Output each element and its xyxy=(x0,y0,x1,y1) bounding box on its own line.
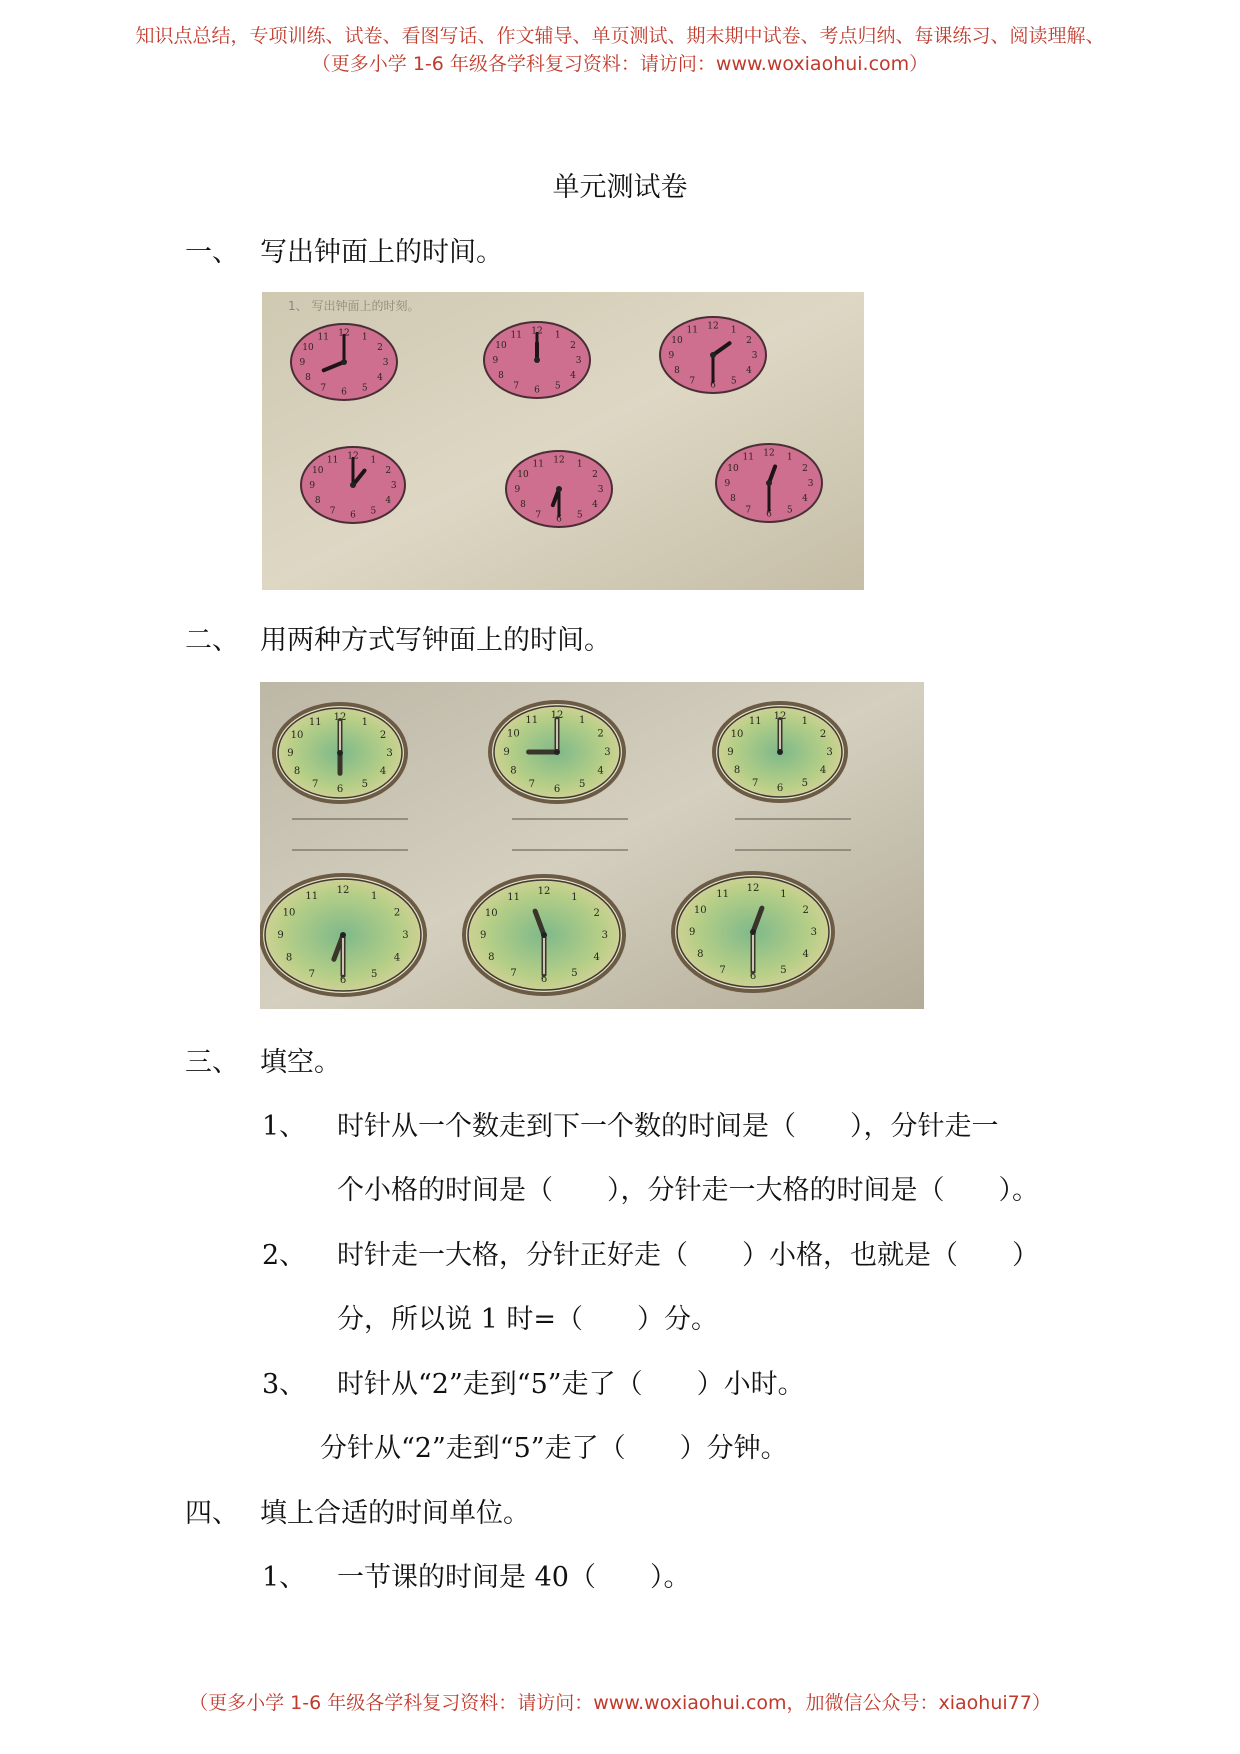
svg-text:6: 6 xyxy=(341,387,347,398)
svg-text:2: 2 xyxy=(570,341,576,352)
clock-photo-1 xyxy=(262,292,864,590)
q3-item-1-number: 1、 xyxy=(262,1111,307,1142)
svg-text:6: 6 xyxy=(556,514,562,525)
photo1-caption: 1、 写出钟面上的时刻。 xyxy=(288,299,420,313)
svg-text:12: 12 xyxy=(338,328,350,339)
q3-item-2-line-b: 分，所以说 1 时=（ ）分。 xyxy=(337,1304,718,1335)
svg-text:1: 1 xyxy=(579,715,586,727)
clock-photo-2 xyxy=(260,682,924,1009)
svg-text:10: 10 xyxy=(730,729,744,740)
svg-text:10: 10 xyxy=(311,466,324,477)
svg-text:8: 8 xyxy=(510,765,517,777)
svg-text:3: 3 xyxy=(382,358,389,368)
svg-text:4: 4 xyxy=(746,365,752,376)
svg-text:2: 2 xyxy=(385,466,392,477)
clock-icon-pink-1 xyxy=(290,323,398,401)
section-3-text: 填空。 xyxy=(260,1047,341,1078)
svg-text:2: 2 xyxy=(393,907,401,919)
q4-item-1-text: 一节课的时间是 40（ ）。 xyxy=(337,1562,691,1593)
svg-text:1: 1 xyxy=(780,888,787,900)
svg-text:4: 4 xyxy=(597,765,604,777)
clock-icon-green-4 xyxy=(260,873,427,997)
svg-text:11: 11 xyxy=(326,455,339,466)
clock-icon-green-5 xyxy=(462,874,626,996)
svg-text:1: 1 xyxy=(370,455,377,466)
svg-text:7: 7 xyxy=(510,968,517,980)
section-1-heading xyxy=(185,230,503,269)
svg-text:8: 8 xyxy=(498,370,504,381)
svg-text:3: 3 xyxy=(807,479,814,489)
svg-text:12: 12 xyxy=(531,326,543,337)
svg-text:8: 8 xyxy=(733,765,741,776)
svg-text:12: 12 xyxy=(333,712,347,723)
svg-text:12: 12 xyxy=(336,885,350,897)
q3-item-3-line-a xyxy=(262,1362,805,1401)
section-2-heading xyxy=(185,618,611,657)
q3-item-1-text-a: 时针从一个数走到下一个数的时间是（ ），分针走一 xyxy=(337,1111,999,1142)
svg-text:9: 9 xyxy=(668,351,675,361)
svg-text:3: 3 xyxy=(601,930,608,941)
svg-text:9: 9 xyxy=(727,747,734,758)
promo-header-line1: 知识点总结，专项训练、试卷、看图写话、作文辅导、单页测试、期末期中试卷、考点归纳、每课练习、阅读理解、 xyxy=(135,25,1105,47)
svg-text:11: 11 xyxy=(305,891,319,903)
svg-text:10: 10 xyxy=(517,470,529,481)
section-3-number: 三、 xyxy=(185,1047,239,1078)
svg-text:12: 12 xyxy=(707,321,719,332)
svg-text:5: 5 xyxy=(370,506,377,517)
clock-icon-green-2 xyxy=(488,700,626,804)
svg-text:3: 3 xyxy=(575,356,582,366)
svg-text:2: 2 xyxy=(802,905,809,916)
section-2-number: 二、 xyxy=(185,625,239,656)
svg-text:4: 4 xyxy=(802,494,808,505)
promo-footer: （更多小学 1-6 年级各学科复习资料：请访问：www.woxiaohui.com，加微信公众号：xiaohui77） xyxy=(189,1692,1051,1714)
svg-text:3: 3 xyxy=(604,747,611,758)
svg-text:10: 10 xyxy=(282,907,296,919)
svg-text:6: 6 xyxy=(350,510,356,521)
svg-text:5: 5 xyxy=(571,968,578,980)
svg-text:2: 2 xyxy=(746,336,752,347)
svg-text:10: 10 xyxy=(484,908,498,919)
svg-text:8: 8 xyxy=(293,766,301,777)
svg-text:4: 4 xyxy=(393,952,401,964)
svg-text:2: 2 xyxy=(592,470,598,481)
svg-text:11: 11 xyxy=(716,888,729,900)
svg-text:3: 3 xyxy=(826,747,833,758)
svg-text:1: 1 xyxy=(554,330,561,341)
svg-text:7: 7 xyxy=(745,505,752,516)
svg-text:5: 5 xyxy=(579,778,586,790)
svg-text:6: 6 xyxy=(749,971,757,982)
svg-text:11: 11 xyxy=(686,325,698,336)
clock-icon-pink-2 xyxy=(483,321,591,399)
svg-text:6: 6 xyxy=(540,974,548,985)
svg-text:12: 12 xyxy=(550,710,564,722)
svg-text:9: 9 xyxy=(299,358,306,368)
svg-text:1: 1 xyxy=(730,325,737,336)
svg-text:2: 2 xyxy=(593,908,600,919)
svg-text:8: 8 xyxy=(697,949,704,960)
clock-icon-pink-5 xyxy=(505,450,613,528)
svg-text:10: 10 xyxy=(727,463,739,474)
page-title: 单元测试卷 xyxy=(552,172,688,203)
svg-text:5: 5 xyxy=(786,505,793,516)
svg-text:11: 11 xyxy=(748,715,762,727)
svg-text:7: 7 xyxy=(513,381,520,392)
svg-text:8: 8 xyxy=(305,372,311,383)
svg-text:6: 6 xyxy=(766,509,772,520)
svg-text:6: 6 xyxy=(776,783,784,794)
svg-text:11: 11 xyxy=(525,715,539,727)
svg-text:6: 6 xyxy=(710,380,716,391)
svg-text:5: 5 xyxy=(730,376,737,387)
svg-text:10: 10 xyxy=(507,728,520,740)
svg-text:9: 9 xyxy=(503,747,510,758)
svg-text:9: 9 xyxy=(277,930,284,941)
svg-text:9: 9 xyxy=(492,356,499,366)
q3-item-1-line-b: 个小格的时间是（ ），分针走一大格的时间是（ ）。 xyxy=(337,1175,1039,1206)
svg-text:6: 6 xyxy=(336,784,344,795)
svg-text:10: 10 xyxy=(302,343,314,354)
svg-text:11: 11 xyxy=(308,716,322,728)
svg-text:8: 8 xyxy=(285,952,293,964)
svg-text:12: 12 xyxy=(746,883,760,894)
svg-text:11: 11 xyxy=(317,332,329,343)
svg-text:12: 12 xyxy=(537,886,551,897)
svg-text:2: 2 xyxy=(819,729,827,740)
svg-text:8: 8 xyxy=(488,952,495,963)
svg-text:3: 3 xyxy=(402,930,409,941)
svg-text:9: 9 xyxy=(724,479,731,489)
q3-item-2-number: 2、 xyxy=(262,1240,307,1271)
svg-text:7: 7 xyxy=(689,376,696,387)
svg-text:4: 4 xyxy=(570,370,576,381)
svg-text:6: 6 xyxy=(339,974,347,986)
svg-text:7: 7 xyxy=(308,968,315,980)
svg-text:10: 10 xyxy=(671,336,683,347)
clock-icon-green-3 xyxy=(712,701,848,803)
svg-text:4: 4 xyxy=(379,766,387,777)
svg-text:6: 6 xyxy=(534,385,540,396)
svg-text:7: 7 xyxy=(528,778,535,790)
section-1-number: 一、 xyxy=(185,237,239,268)
svg-text:11: 11 xyxy=(742,452,754,463)
clock-icon-green-6 xyxy=(671,871,835,993)
svg-text:9: 9 xyxy=(309,481,316,491)
svg-text:2: 2 xyxy=(377,343,383,354)
svg-text:3: 3 xyxy=(597,485,604,495)
svg-text:11: 11 xyxy=(532,459,544,470)
svg-text:5: 5 xyxy=(801,778,808,790)
section-2-text: 用两种方式写钟面上的时间。 xyxy=(260,625,611,656)
svg-text:4: 4 xyxy=(593,952,600,963)
svg-text:7: 7 xyxy=(312,779,319,791)
svg-text:7: 7 xyxy=(752,778,759,790)
section-4-number: 四、 xyxy=(185,1498,239,1529)
svg-text:8: 8 xyxy=(674,365,680,376)
svg-text:8: 8 xyxy=(730,494,736,505)
clock-icon-pink-4 xyxy=(300,446,406,524)
svg-text:9: 9 xyxy=(514,485,521,495)
svg-text:11: 11 xyxy=(507,891,520,903)
svg-text:3: 3 xyxy=(810,927,817,938)
svg-text:2: 2 xyxy=(379,730,387,741)
svg-text:3: 3 xyxy=(386,748,393,759)
svg-text:5: 5 xyxy=(361,383,368,394)
svg-text:7: 7 xyxy=(719,965,726,977)
q4-item-1 xyxy=(262,1555,690,1594)
svg-text:2: 2 xyxy=(597,728,604,740)
clock-icon-pink-6 xyxy=(715,443,823,523)
svg-text:1: 1 xyxy=(576,459,583,470)
svg-text:1: 1 xyxy=(801,715,808,727)
clock-icon-pink-3 xyxy=(659,316,767,394)
svg-text:1: 1 xyxy=(361,332,368,343)
svg-text:7: 7 xyxy=(329,506,336,517)
svg-text:11: 11 xyxy=(510,330,522,341)
svg-text:12: 12 xyxy=(773,711,787,722)
q3-item-3-text-a: 时针从“2”走到“5”走了（ ）小时。 xyxy=(337,1369,805,1400)
section-3-heading xyxy=(185,1040,341,1079)
svg-text:7: 7 xyxy=(320,383,327,394)
svg-text:1: 1 xyxy=(371,891,378,903)
svg-text:5: 5 xyxy=(371,968,378,980)
svg-text:4: 4 xyxy=(819,765,827,776)
svg-text:10: 10 xyxy=(693,905,707,916)
q3-item-2-text-a: 时针走一大格，分针正好走（ ）小格，也就是（ ） xyxy=(337,1240,1039,1271)
svg-text:4: 4 xyxy=(592,499,598,510)
clock-icon-green-1 xyxy=(272,702,408,804)
svg-text:5: 5 xyxy=(554,381,561,392)
svg-text:4: 4 xyxy=(385,495,392,506)
section-4-text: 填上合适的时间单位。 xyxy=(260,1498,530,1529)
svg-text:8: 8 xyxy=(520,499,526,510)
svg-text:12: 12 xyxy=(553,455,565,466)
svg-text:5: 5 xyxy=(576,510,583,521)
q3-item-3-line-b: 分针从“2”走到“5”走了（ ）分钟。 xyxy=(320,1433,788,1464)
svg-text:12: 12 xyxy=(763,448,775,459)
section-1-text: 写出钟面上的时间。 xyxy=(260,237,503,268)
svg-text:9: 9 xyxy=(480,930,487,941)
q3-item-1-line-a xyxy=(262,1104,999,1143)
promo-header-line2: （更多小学 1-6 年级各学科复习资料：请访问：www.woxiaohui.com） xyxy=(311,53,929,75)
svg-text:7: 7 xyxy=(535,510,542,521)
q4-item-1-number: 1、 xyxy=(262,1562,307,1593)
promo-header xyxy=(0,22,1240,78)
svg-text:4: 4 xyxy=(377,372,383,383)
svg-text:3: 3 xyxy=(390,481,397,491)
svg-text:8: 8 xyxy=(314,495,321,506)
svg-text:5: 5 xyxy=(780,965,787,977)
q3-item-2-line-a xyxy=(262,1233,1039,1272)
section-4-heading xyxy=(185,1491,530,1530)
svg-text:10: 10 xyxy=(290,730,304,741)
svg-text:9: 9 xyxy=(287,748,294,759)
svg-text:2: 2 xyxy=(802,463,808,474)
svg-text:3: 3 xyxy=(751,351,758,361)
svg-text:9: 9 xyxy=(689,927,696,938)
svg-text:1: 1 xyxy=(786,452,793,463)
svg-text:1: 1 xyxy=(361,716,368,728)
svg-text:10: 10 xyxy=(495,341,507,352)
svg-text:1: 1 xyxy=(571,891,578,903)
svg-text:5: 5 xyxy=(361,779,368,791)
svg-text:4: 4 xyxy=(802,949,809,960)
svg-text:12: 12 xyxy=(347,451,359,462)
svg-text:6: 6 xyxy=(553,783,561,795)
q3-item-3-number: 3、 xyxy=(262,1369,307,1400)
